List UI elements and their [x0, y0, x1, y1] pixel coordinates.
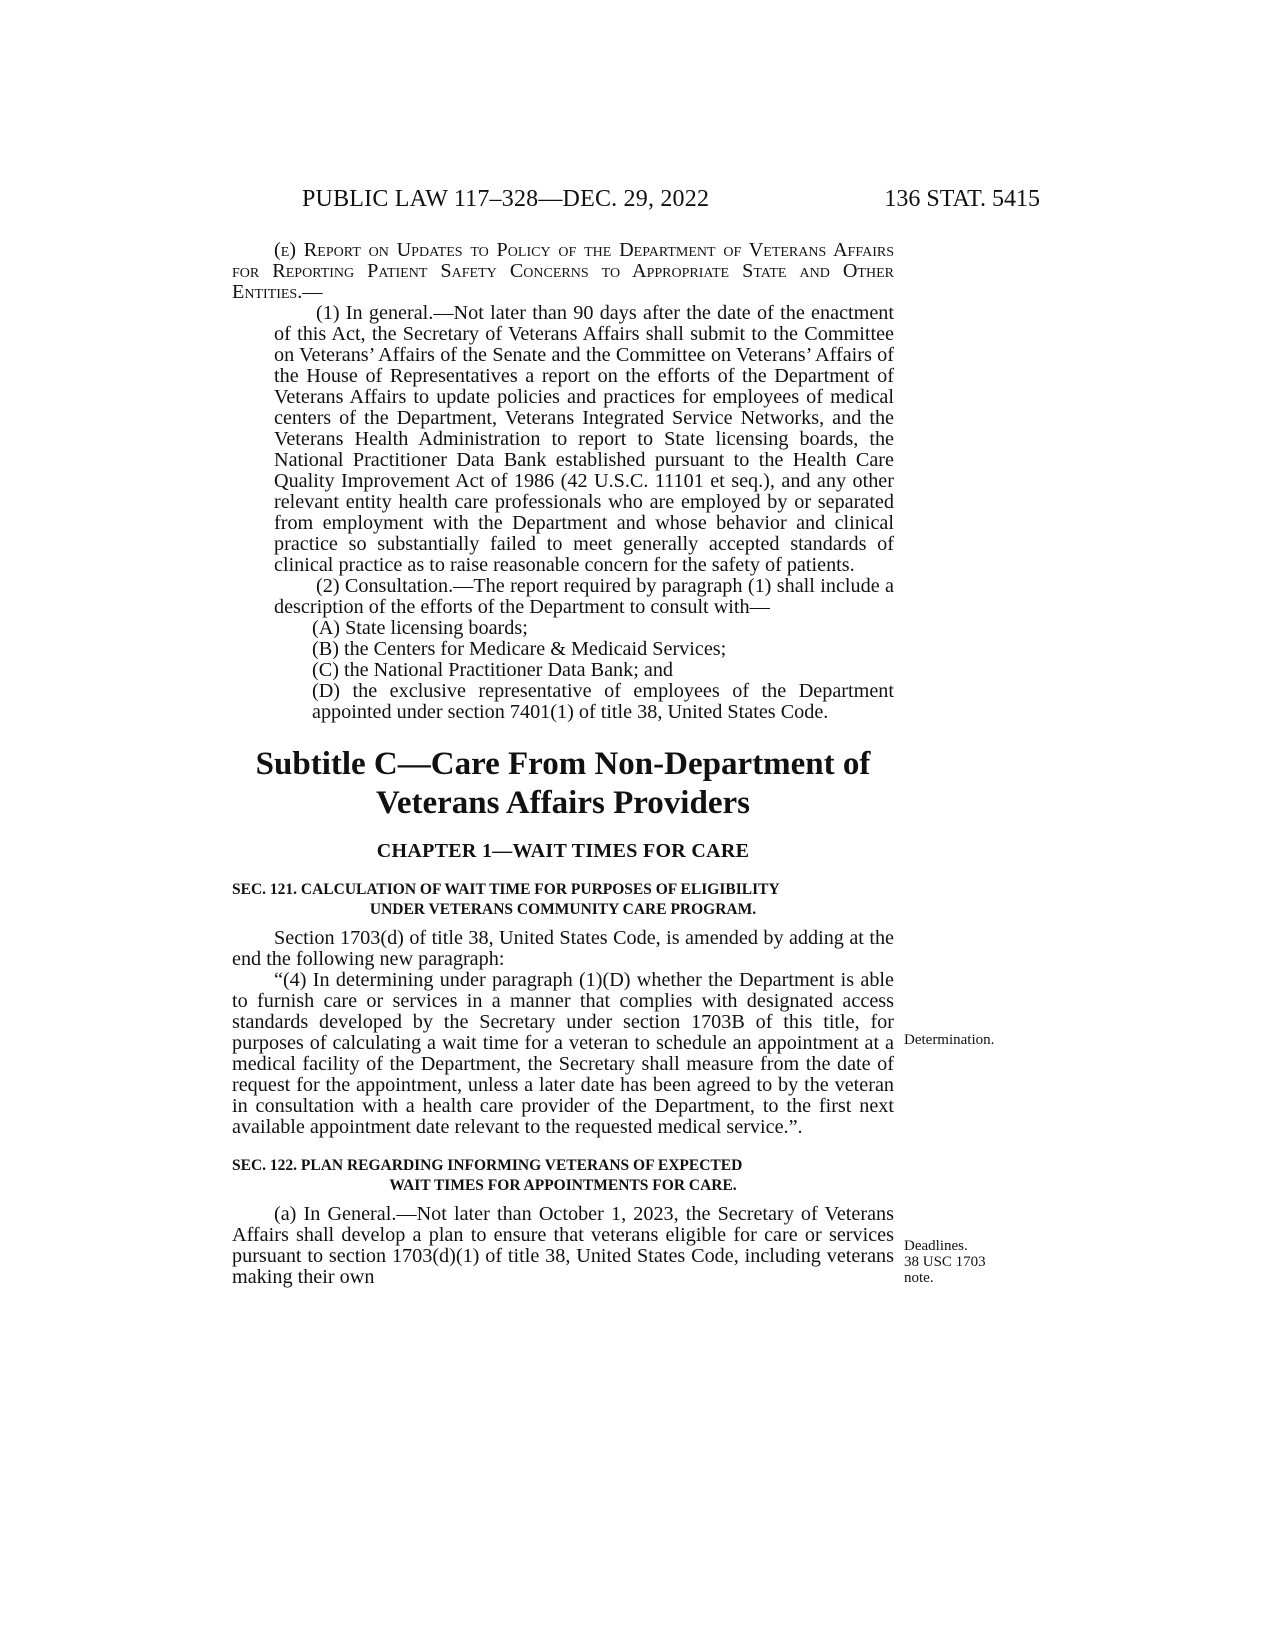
- list-item: (D) the exclusive representative of employees of the Department appointed under section 7401(1) of title 38, United States Code.: [312, 680, 894, 723]
- paragraph-2-consultation: (2) Consultation.—The report required by paragraph (1) shall include a description of the efforts of the Department to consult with—: [274, 575, 894, 618]
- paragraph-1-in-general: (1) In general.—Not later than 90 days after the date of the enactment of this Act, the Secretary of Veterans Affairs shall submit to the Committee on Veterans’ Affairs of the Senate and the Committee on Veterans’ Affairs of the House of Representatives a report on the efforts of the Department of Veterans Affairs to update policies and practices for employees of medical centers of the Department, Veterans Integrated Service Networks, and the Veterans Health Administration to report to State licensing boards, the National Practitioner Data Bank established pursuant to the Health Care Quality Improvement Act of 1986 (42 U.S.C. 11101 et seq.), and any other relevant entity health care professionals who are employed by or separated from employment with the Department and whose behavior and clinical practice so substantially failed to meet generally accepted standards of clinical practice as to raise reasonable concern for the safety of patients.: [274, 302, 894, 576]
- list-item: (C) the National Practitioner Data Bank; and: [312, 659, 674, 681]
- consultation-list: [232, 618, 894, 723]
- page-header: [232, 186, 1040, 216]
- sec-121-paragraph-2: “(4) In determining under paragraph (1)(D) whether the Department is able to furnish care or services in a manner that complies with designated access standards developed by the Secretary under section 1703B of this title, for purposes of calculating a wait time for a veteran to schedule an appointment at a medical facility of the Department, the Secretary shall measure from the date of request for the appointment, unless a later date has been agreed to by the veteran in consultation with a health care provider of the Department, to the first next available appointment date relevant to the requested medical service.”.: [232, 969, 894, 1138]
- subtitle-line-2: Veterans Affairs Providers: [376, 785, 750, 821]
- subtitle-line-1: Subtitle C—Care From Non-Department of: [255, 746, 871, 782]
- subtitle-heading: [232, 745, 894, 823]
- margin-note-determination: Determination.: [904, 1032, 995, 1048]
- margin-note-line: note.: [904, 1270, 934, 1286]
- sec-122-heading: [232, 1156, 894, 1196]
- sec-121-heading-line-1: SEC. 121. CALCULATION OF WAIT TIME FOR PURPOSES OF ELIGIBILITY: [232, 881, 780, 898]
- margin-note-deadlines: [904, 1238, 986, 1286]
- sec-122-heading-line-1: SEC. 122. PLAN REGARDING INFORMING VETERANS OF EXPECTED: [232, 1157, 743, 1174]
- list-item: (B) the Centers for Medicare & Medicaid Services;: [312, 638, 727, 660]
- sec-121-paragraph-1: Section 1703(d) of title 38, United States Code, is amended by adding at the end the following new paragraph:: [232, 927, 894, 970]
- chapter-heading: CHAPTER 1—WAIT TIMES FOR CARE: [376, 840, 750, 862]
- list-item: (A) State licensing boards;: [312, 617, 528, 639]
- statute-page-number: 136 STAT. 5415: [884, 186, 1040, 212]
- margin-note-line: Deadlines.: [904, 1238, 968, 1254]
- sec-121-heading: [232, 880, 894, 920]
- sec-122-heading-line-2: WAIT TIMES FOR APPOINTMENTS FOR CARE.: [389, 1177, 737, 1194]
- document-body: [232, 240, 894, 1288]
- public-law-title: PUBLIC LAW 117–328—DEC. 29, 2022: [302, 186, 710, 212]
- margin-note-line: 38 USC 1703: [904, 1254, 986, 1270]
- section-e-paragraphs: [232, 303, 894, 618]
- sec-122-paragraph-a: (a) In General.—Not later than October 1, 2023, the Secretary of Veterans Affairs shall develop a plan to ensure that veterans eligible for care or services pursuant to section 1703(d)(1) of title 38, United States Code, including veterans making their own: [232, 1203, 894, 1288]
- section-e-heading: (e) Report on Updates to Policy of the Department of Veterans Affairs for Reporting Patient Safety Concerns to Appropriate State and Other Entities.—: [232, 239, 894, 303]
- sec-121-heading-line-2: UNDER VETERANS COMMUNITY CARE PROGRAM.: [369, 901, 757, 918]
